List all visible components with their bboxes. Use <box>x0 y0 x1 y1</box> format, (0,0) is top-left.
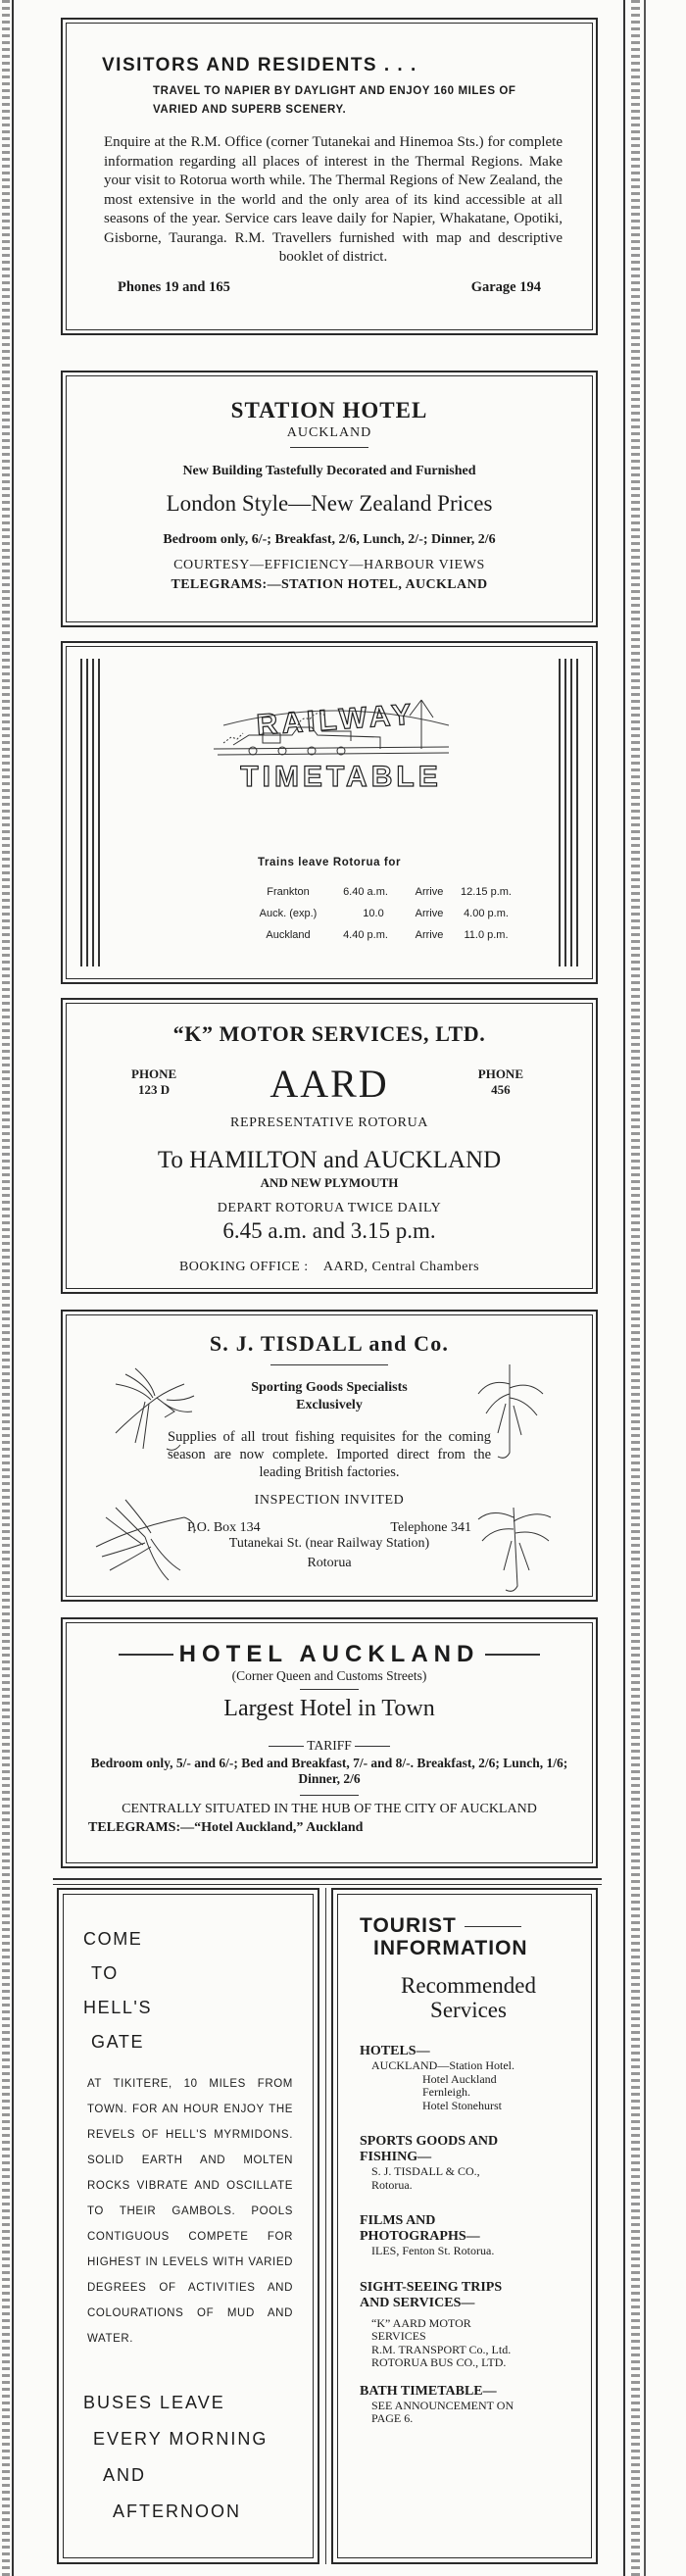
train-arrive: 12.15 p.m. <box>461 886 512 898</box>
tourist-title-1: TOURIST <box>360 1914 457 1937</box>
list-item: SEE ANNOUNCEMENT ON <box>371 2398 514 2412</box>
list-item: ILES, Fenton St. Rotorua. <box>371 2244 495 2257</box>
sports-heading-2: FISHING— <box>360 2150 432 2164</box>
train-depart: 4.40 p.m. <box>343 929 388 941</box>
hell-buses-1: BUSES LEAVE <box>83 2393 225 2412</box>
hell-buses-2: EVERY MORNING <box>93 2429 269 2449</box>
hell-line-2: TO <box>91 1963 119 1983</box>
tourist-title <box>360 1914 577 1959</box>
tisdall-advert <box>61 1310 598 1602</box>
train-arrive-label: Arrive <box>415 908 444 919</box>
motor-booking: BOOKING OFFICE : AARD, Central Chambers <box>178 1260 480 1274</box>
hell-line-4: GATE <box>91 2032 145 2052</box>
hotels-heading: HOTELS— <box>360 2044 430 2058</box>
visitors-sub-2: VARIED AND SUPERB SCENERY. <box>153 104 347 116</box>
station-line-5: TELEGRAMS:—STATION HOTEL, AUCKLAND <box>171 577 488 592</box>
tourist-rec-1: Recommended <box>401 1973 536 1998</box>
hotel-corner: (Corner Queen and Customs Streets) <box>231 1668 427 1683</box>
hotel-telegrams: TELEGRAMS:—“Hotel Auckland,” Auckland <box>88 1820 364 1835</box>
sightseeing-heading-1: SIGHT-SEEING TRIPS <box>360 2279 503 2295</box>
tourist-rec-2: Services <box>430 1998 507 2022</box>
films-heading-2: PHOTOGRAPHS— <box>360 2229 480 2244</box>
phone-right-number: 456 <box>491 1082 511 1097</box>
railway-train-logo-icon <box>204 686 468 802</box>
svg-text:TIMETABLE: TIMETABLE <box>240 761 442 793</box>
station-hotel-advert <box>61 371 598 627</box>
station-line-2: London Style—New Zealand Prices <box>166 491 493 516</box>
decorative-lines-right <box>559 659 578 966</box>
aard-name: AARD <box>270 1062 389 1106</box>
films-heading-1: FILMS AND <box>360 2213 436 2228</box>
tourist-information-advert <box>331 1888 598 2564</box>
tisdall-body: Supplies of all trout fishing requisites for the coming season are now complete. Imported direct from the leading British factories. <box>168 1429 491 1480</box>
visitors-phones: Phones 19 and 165 <box>118 278 230 295</box>
tisdall-street: Tutanekai St. (near Railway Station) <box>228 1536 430 1551</box>
table-row <box>249 925 517 947</box>
train-dest: Auck. (exp.) <box>259 908 318 919</box>
station-line-1: New Building Tastefully Decorated and Furnished <box>182 464 476 478</box>
visitors-body: Enquire at the R.M. Office (corner Tutanekai and Hinemoa Sts.) for complete information regarding all places of interest in the Thermal Regions. Make your visit to Rotorua worth while. The Thermal Regions of New Zealand, the most extensive in the world and the only area of its kind accessible at all seasons of the year. Service cars leave daily for Napier, Whakatane, Opotiki, Gisborne, Tauranga. R.M. Travellers furnished with map and descriptive booklet of district. <box>104 134 563 265</box>
list-item: Rotorua. <box>371 2177 413 2192</box>
train-dest: Frankton <box>267 886 310 898</box>
station-line-4: COURTESY—EFFICIENCY—HARBOUR VIEWS <box>173 558 485 572</box>
hell-buses-4: AFTERNOON <box>113 2502 242 2521</box>
visitors-sub-1: TRAVEL TO NAPIER BY DAYLIGHT AND ENJOY 160 MILES OF <box>153 85 516 97</box>
station-location: AUCKLAND <box>286 425 372 440</box>
list-item: ROTORUA BUS CO., LTD. <box>371 2355 507 2369</box>
list-item: AUCKLAND—Station Hotel. <box>371 2058 514 2072</box>
motor-name-row <box>67 1061 592 1115</box>
motor-destination: To HAMILTON and AUCKLAND <box>157 1147 502 1173</box>
sightseeing-heading-2: AND SERVICES— <box>360 2295 475 2310</box>
hell-buses-3: AND <box>103 2465 147 2485</box>
train-depart: 10.0 <box>363 908 384 919</box>
table-row <box>249 882 517 904</box>
visitors-footer <box>67 268 592 296</box>
fishing-fly-icon <box>96 1355 204 1462</box>
train-arrive-label: Arrive <box>415 929 444 941</box>
hotel-auckland-advert <box>61 1617 598 1868</box>
list-item: S. J. TISDALL & CO., <box>371 2164 480 2178</box>
phone-left-label: PHONE <box>131 1066 177 1081</box>
tisdall-title: S. J. TISDALL and Co. <box>209 1331 450 1356</box>
hotel-rates: Bedroom only, 5/- and 6/-; Bed and Breakfast, 7/- and 8/-. Breakfast, 2/6; Lunch, 1/6; Dinner, 2/6 <box>90 1756 568 1786</box>
tisdall-inspection: INSPECTION INVITED <box>254 1493 405 1508</box>
motor-title: “K” MOTOR SERVICES, LTD. <box>172 1021 486 1046</box>
sports-heading-1: SPORTS GOODS AND <box>360 2134 499 2149</box>
tisdall-po: P.O. Box 134 <box>187 1520 261 1535</box>
sightseeing-heading <box>360 2258 577 2311</box>
films-heading <box>360 2192 577 2245</box>
hells-gate-advert <box>57 1888 319 2564</box>
tourist-recommended <box>360 1959 577 2022</box>
list-item: PAGE 6. <box>371 2411 414 2425</box>
tourist-title-2: INFORMATION <box>373 1937 528 1959</box>
phone-left <box>131 1066 176 1098</box>
dash <box>355 1746 390 1747</box>
hell-line-1: COME <box>83 1929 143 1949</box>
dash <box>269 1746 304 1747</box>
list-item: R.M. TRANSPORT Co., Ltd. <box>371 2342 512 2356</box>
train-arrive: 11.0 p.m. <box>464 929 509 941</box>
hotel-tariff-row <box>67 1722 592 1754</box>
bath-heading: BATH TIMETABLE— <box>360 2383 497 2399</box>
list-item: Fernleigh. <box>422 2085 470 2099</box>
tisdall-town: Rotorua <box>307 1556 352 1570</box>
tisdall-contact <box>187 1520 471 1536</box>
list-item: SERVICES <box>371 2329 426 2343</box>
fishing-fly-icon <box>461 1355 559 1462</box>
hotel-title-row <box>67 1623 592 1668</box>
motor-representative: REPRESENTATIVE ROTORUA <box>230 1115 428 1130</box>
column-divider <box>325 1888 326 2564</box>
tisdall-tel: Telephone 341 <box>390 1520 471 1535</box>
visitors-advert <box>61 18 598 335</box>
train-arrive: 4.00 p.m. <box>464 908 509 919</box>
list-item: Hotel Stonehurst <box>422 2098 502 2112</box>
phone-left-number: 123 D <box>138 1082 171 1097</box>
train-depart: 6.40 a.m. <box>343 886 388 898</box>
hotel-title: HOTEL AUCKLAND <box>178 1641 480 1667</box>
hotel-largest: Largest Hotel in Town <box>223 1696 435 1721</box>
svg-text:RAILWAY: RAILWAY <box>255 698 416 742</box>
railway-timetable-advert <box>61 641 598 984</box>
visitors-garage: Garage 194 <box>470 278 541 295</box>
table-row <box>249 904 517 925</box>
motor-depart: DEPART ROTORUA TWICE DAILY <box>217 1201 442 1215</box>
list-item: Hotel Auckland <box>422 2071 497 2086</box>
sports-heading <box>360 2112 577 2165</box>
right-margin-rule <box>644 0 646 2576</box>
right-perforation <box>631 0 640 2576</box>
hotel-tariff: TARIFF <box>307 1738 352 1753</box>
dash <box>485 1654 540 1656</box>
k-motor-services-advert <box>61 998 598 1294</box>
trains-heading: Trains leave Rotorua for <box>257 857 402 868</box>
left-perforation <box>2 0 10 2576</box>
station-title: STATION HOTEL <box>230 398 428 422</box>
decorative-lines-left <box>80 659 100 966</box>
phone-right-label: PHONE <box>477 1066 523 1081</box>
hell-buses <box>83 2352 293 2530</box>
fishing-fly-icon <box>86 1488 214 1596</box>
tisdall-spec-1: Sporting Goods Specialists <box>251 1380 408 1395</box>
hell-body: AT TIKITERE, 10 MILES FROM TOWN. FOR AN HOUR ENJOY THE REVELS OF HELL'S MYRMIDONS. SOLID EARTH AND MOLTEN ROCKS VIBRATE AND OSCILLATE TO THEIR GAMBOLS. POOLS CONTIGUOUS COMPETE FOR HIGHEST IN LEVELS WITH VARIED DEGREES OF ACTIVITIES AND COLOURATIONS OF MUD AND WATER. <box>87 2078 293 2345</box>
train-dest: Auckland <box>266 929 311 941</box>
dash <box>119 1654 173 1656</box>
motor-times: 6.45 a.m. and 3.15 p.m. <box>222 1218 436 1243</box>
station-line-3: Bedroom only, 6/-; Breakfast, 2/6, Lunch, 2/-; Dinner, 2/6 <box>163 532 496 547</box>
train-arrive-label: Arrive <box>415 886 444 898</box>
motor-plymouth: AND NEW PLYMOUTH <box>260 1175 399 1190</box>
hotel-central: CENTRALLY SITUATED IN THE HUB OF THE CITY OF AUCKLAND <box>122 1802 537 1816</box>
hell-line-3: HELL'S <box>83 1998 153 2017</box>
list-item: “K” AARD MOTOR <box>371 2315 471 2330</box>
trains-table <box>249 882 517 947</box>
visitors-title: VISITORS AND RESIDENTS . . . <box>102 55 417 75</box>
tisdall-spec-2: Exclusively <box>296 1398 363 1412</box>
phone-right <box>478 1066 523 1098</box>
fishing-fly-icon <box>465 1488 563 1596</box>
